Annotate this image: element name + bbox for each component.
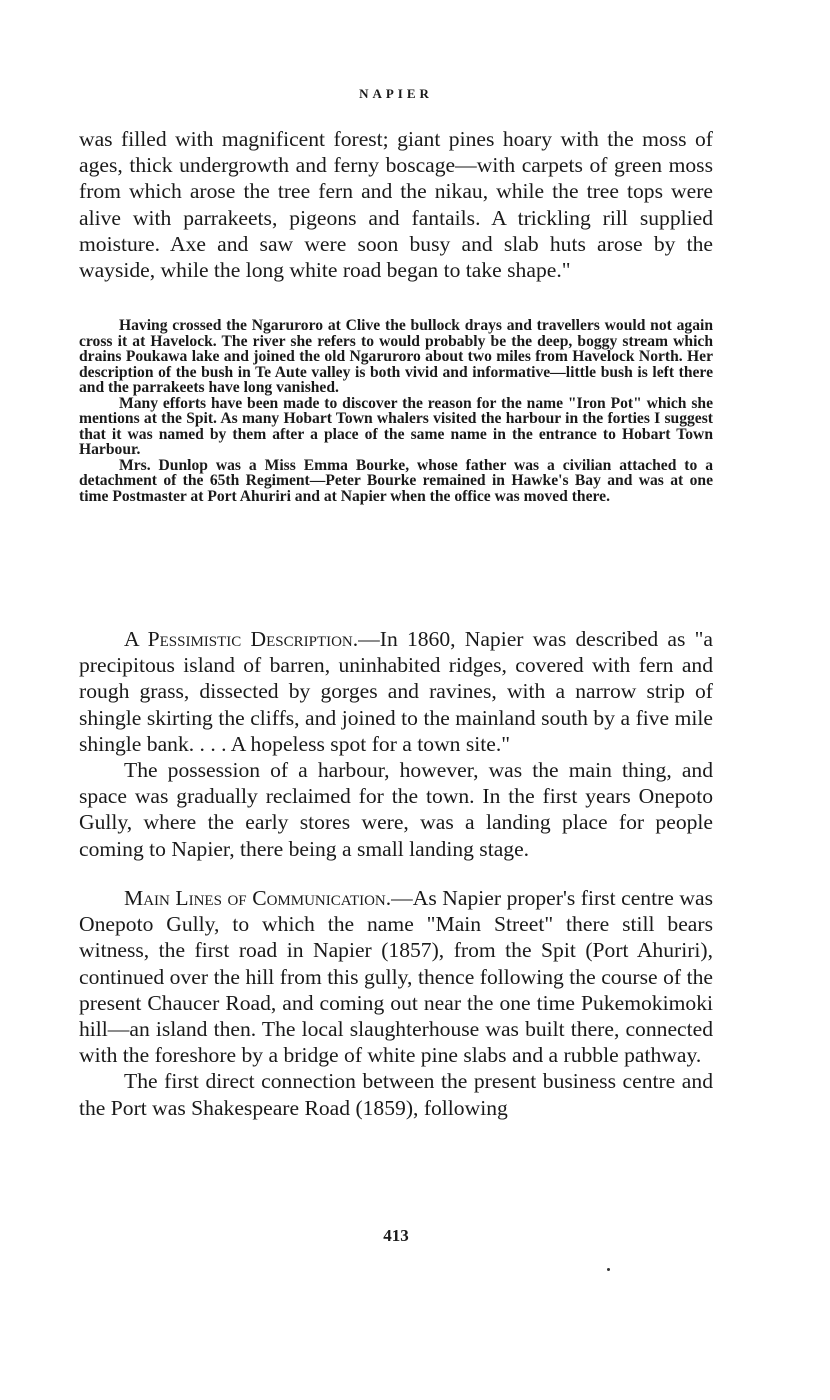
paragraph-main-lines — [79, 885, 713, 1068]
note-ngaruroro: Having crossed the Ngaruroro at Clive the bullock drays and travellers would not again cross it at Havelock. The river she refers to would probably be the deep, boggy stream which drains Poukawa lake and joined the old Ngaruroro about two miles from Havelock North. Her description of the bush in Te Aute valley is both vivid and informative—little bush is left there and the parrakeets have long vanished. — [79, 317, 713, 396]
running-header: NAPIER — [359, 86, 433, 101]
ink-speck — [607, 1268, 610, 1271]
body-paragraph-continued — [79, 126, 713, 283]
main-text-block — [79, 626, 713, 862]
paragraph-pessimistic-text: —In 1860, Napier was described as "a precipitous island of barren, uninhabited ridges, covered with fern and rough grass, dissected by gorges and ravines, with a narrow strip of shingle skirting the cliffs, and joined to the mainland south by a five mile shingle bank. . . . A hopeless spot for a town site." — [79, 627, 714, 756]
book-page — [79, 0, 713, 1400]
section-heading-communication: Main Lines of Communication. — [124, 886, 392, 910]
section-heading-pessimistic: A Pessimistic Description. — [124, 627, 359, 651]
paragraph-shakespeare-road: The first direct connection between the present business centre and the Port was Shakespeare Road (1859), following — [79, 1069, 713, 1120]
editorial-notes — [79, 318, 713, 504]
page-number: 413 — [383, 1226, 409, 1245]
paragraph-pessimistic-description — [79, 626, 713, 757]
paragraph-harbour: The possession of a harbour, however, was the main thing, and space was gradually reclaimed for the town. In the first years Onepoto Gully, where the early stores were, was a landing place for people coming to Napier, there being a small landing stage. — [79, 758, 713, 861]
paragraph-main-lines-text: —As Napier proper's first centre was Onepoto Gully, to which the name "Main Street" there still bears witness, the first road in Napier (1857), from the Spit (Port Ahuriri), continued over the hill from this gully, thence following the course of the present Chaucer Road, and coming out near the one time Pukemokimoki hill—an island then. The local slaughterhouse was built there, connected with the foreshore by a bridge of white pine slabs and a rubble pathway. — [79, 886, 713, 1068]
note-mrs-dunlop: Mrs. Dunlop was a Miss Emma Bourke, whose father was a civilian attached to a detachment of the 65th Regiment—Peter Bourke remained in Hawke's Bay and was at one time Postmaster at Port Ahuriri and at Napier when the office was moved there. — [79, 456, 713, 505]
note-iron-pot: Many efforts have been made to discover the reason for the name "Iron Pot" which she mentions at the Spit. As many Hobart Town whalers visited the harbour in the forties I suggest that it was named by them after a place of the same name in the entrance to Hobart Town Harbour. — [79, 394, 713, 458]
main-text-block-2 — [79, 885, 713, 1121]
paragraph-forest-quote: was filled with magnificent forest; giant pines hoary with the moss of ages, thick undergrowth and ferny boscage—with carpets of green moss from which arose the tree fern and the nikau, while the tree tops were alive with parrakeets, pigeons and fantails. A trickling rill supplied moisture. Axe and saw were soon busy and slab huts arose by the wayside, while the long white road began to take shape." — [79, 127, 713, 283]
